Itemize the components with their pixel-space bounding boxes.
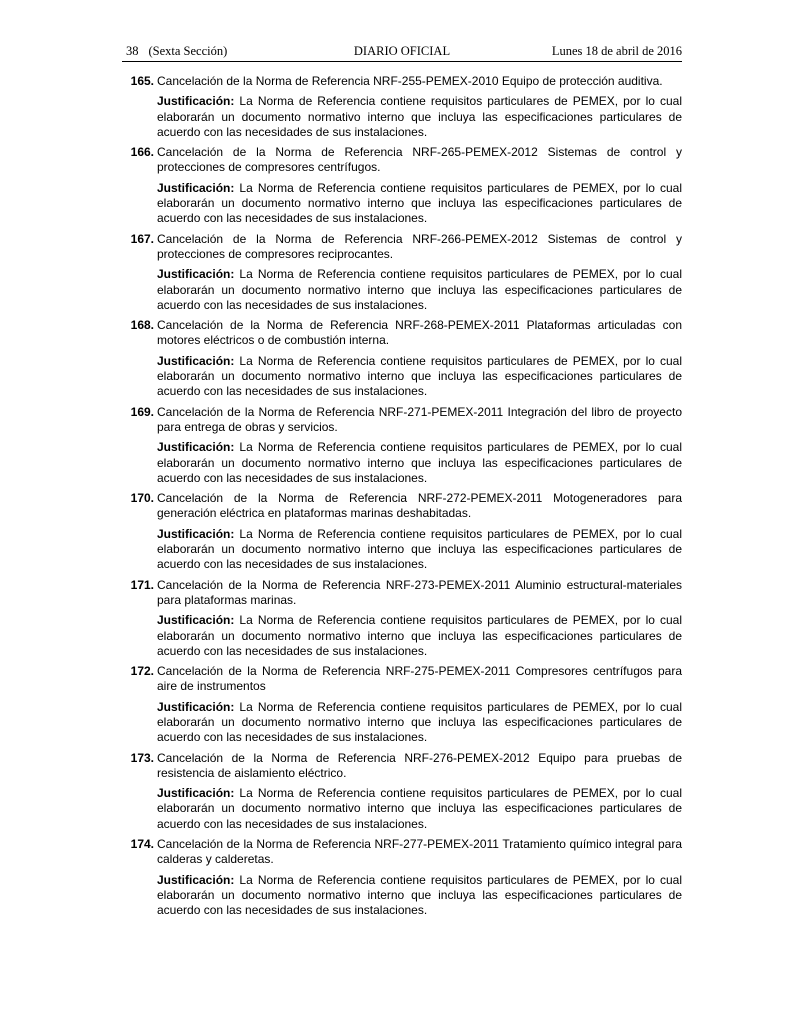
item-title: Cancelación de la Norma de Referencia NRF-272-PEMEX-2011 Motogeneradores para generación eléctrica en plataformas marinas deshabitadas. [157, 491, 682, 521]
justification-text: La Norma de Referencia contiene requisitos particulares de PEMEX, por lo cual elaborarán un documento normativo interno que incluya las especificaciones particulares de acuerdo con las necesidades de sus instalaciones. [157, 526, 682, 572]
item-title: Cancelación de la Norma de Referencia NRF-255-PEMEX-2010 Equipo de protección auditiva. [157, 74, 663, 88]
justification-label: Justificación: [157, 180, 235, 195]
publication-title: DIARIO OFICIAL [353, 44, 451, 58]
item-heading [122, 232, 682, 263]
items-list [122, 74, 682, 924]
justification-text: La Norma de Referencia contiene requisitos particulares de PEMEX, por lo cual elaborarán un documento normativo interno que incluya las especificaciones particulares de acuerdo con las necesidades de sus instalaciones. [157, 613, 682, 658]
item-title: Cancelación de la Norma de Referencia NRF-271-PEMEX-2011 Integración del libro de proyecto para entrega de obras y servicios. [157, 404, 682, 434]
list-item [122, 318, 682, 399]
justification-text: La Norma de Referencia contiene requisitos particulares de PEMEX, por lo cual elaborarán un documento normativo interno que incluya las especificaciones particulares de acuerdo con las necesidades de sus instalaciones. [157, 267, 682, 312]
item-justification [122, 267, 682, 313]
item-number: 165. [130, 74, 154, 88]
item-justification [122, 181, 682, 227]
item-number: 166. [130, 145, 154, 160]
item-heading [122, 837, 682, 868]
item-title: Cancelación de la Norma de Referencia NRF-265-PEMEX-2012 Sistemas de control y protecciones de compresores centrífugos. [157, 145, 682, 175]
item-heading [122, 74, 682, 89]
item-heading [122, 318, 682, 349]
item-justification [122, 873, 682, 919]
justification-text: La Norma de Referencia contiene requisitos particulares de PEMEX, por lo cual elaborarán un documento normativo interno que incluya las especificaciones particulares de acuerdo con las necesidades de sus instalaciones. [157, 440, 682, 485]
page-header [122, 43, 682, 62]
list-item [122, 491, 682, 572]
justification-text: La Norma de Referencia contiene requisitos particulares de PEMEX, por lo cual elaborarán un documento normativo interno que incluya las especificaciones particulares de acuerdo con las necesidades de sus instalaciones. [157, 94, 682, 139]
item-justification [122, 700, 682, 746]
justification-label: Justificación: [157, 94, 235, 109]
item-number: 169. [130, 404, 154, 419]
justification-label: Justificación: [157, 267, 235, 282]
item-heading [122, 491, 682, 522]
item-title: Cancelación de la Norma de Referencia NRF-273-PEMEX-2011 Aluminio estructural-materiales para plataformas marinas. [157, 577, 682, 607]
list-item [122, 578, 682, 659]
list-item [122, 751, 682, 832]
item-heading [122, 145, 682, 176]
justification-label: Justificación: [157, 613, 235, 628]
item-heading [122, 578, 682, 609]
justification-text: La Norma de Referencia contiene requisitos particulares de PEMEX, por lo cual elaborarán un documento normativo interno que incluya las especificaciones particulares de acuerdo con las necesidades de sus instalaciones. [157, 180, 682, 226]
list-item [122, 145, 682, 226]
item-justification [122, 440, 682, 486]
item-number: 173. [130, 750, 154, 765]
item-justification [122, 354, 682, 400]
list-item [122, 405, 682, 486]
item-justification [122, 786, 682, 832]
justification-label: Justificación: [157, 872, 235, 887]
item-number: 170. [130, 491, 154, 506]
justification-label: Justificación: [157, 526, 235, 541]
item-title: Cancelación de la Norma de Referencia NRF-276-PEMEX-2012 Equipo para pruebas de resistencia de aislamiento eléctrico. [157, 750, 682, 780]
item-number: 168. [130, 318, 154, 333]
item-justification [122, 613, 682, 659]
item-title: Cancelación de la Norma de Referencia NRF-268-PEMEX-2011 Plataformas articuladas con motores eléctricos o de combustión interna. [157, 318, 682, 348]
item-justification [122, 94, 682, 140]
list-item [122, 232, 682, 313]
justification-label: Justificación: [157, 699, 235, 714]
item-heading [122, 664, 682, 695]
page-number: 38 [126, 44, 139, 58]
section-label: (Sexta Sección) [148, 44, 228, 58]
item-justification [122, 527, 682, 573]
item-heading [122, 751, 682, 782]
item-number: 167. [130, 231, 154, 246]
list-item [122, 74, 682, 140]
item-title: Cancelación de la Norma de Referencia NRF-266-PEMEX-2012 Sistemas de control y protecciones de compresores reciprocantes. [157, 231, 682, 261]
item-heading [122, 405, 682, 436]
item-title: Cancelación de la Norma de Referencia NRF-277-PEMEX-2011 Tratamiento químico integral para calderas y calderetas. [157, 837, 682, 867]
justification-label: Justificación: [157, 786, 235, 801]
justification-text: La Norma de Referencia contiene requisitos particulares de PEMEX, por lo cual elaborarán un documento normativo interno que incluya las especificaciones particulares de acuerdo con las necesidades de sus instalaciones. [157, 872, 682, 918]
list-item [122, 837, 682, 918]
item-number: 172. [130, 664, 154, 679]
justification-label: Justificación: [157, 353, 235, 368]
list-item [122, 664, 682, 745]
item-number: 171. [130, 577, 154, 592]
publication-date: Lunes 18 de abril de 2016 [551, 44, 682, 58]
justification-label: Justificación: [157, 440, 235, 455]
justification-text: La Norma de Referencia contiene requisitos particulares de PEMEX, por lo cual elaborarán un documento normativo interno que incluya las especificaciones particulares de acuerdo con las necesidades de sus instalaciones. [157, 786, 682, 831]
justification-text: La Norma de Referencia contiene requisitos particulares de PEMEX, por lo cual elaborarán un documento normativo interno que incluya las especificaciones particulares de acuerdo con las necesidades de sus instalaciones. [157, 353, 682, 399]
justification-text: La Norma de Referencia contiene requisitos particulares de PEMEX, por lo cual elaborarán un documento normativo interno que incluya las especificaciones particulares de acuerdo con las necesidades de sus instalaciones. [157, 699, 682, 745]
item-number: 174. [130, 837, 154, 852]
item-title: Cancelación de la Norma de Referencia NRF-275-PEMEX-2011 Compresores centrífugos para aire de instrumentos [157, 664, 682, 694]
